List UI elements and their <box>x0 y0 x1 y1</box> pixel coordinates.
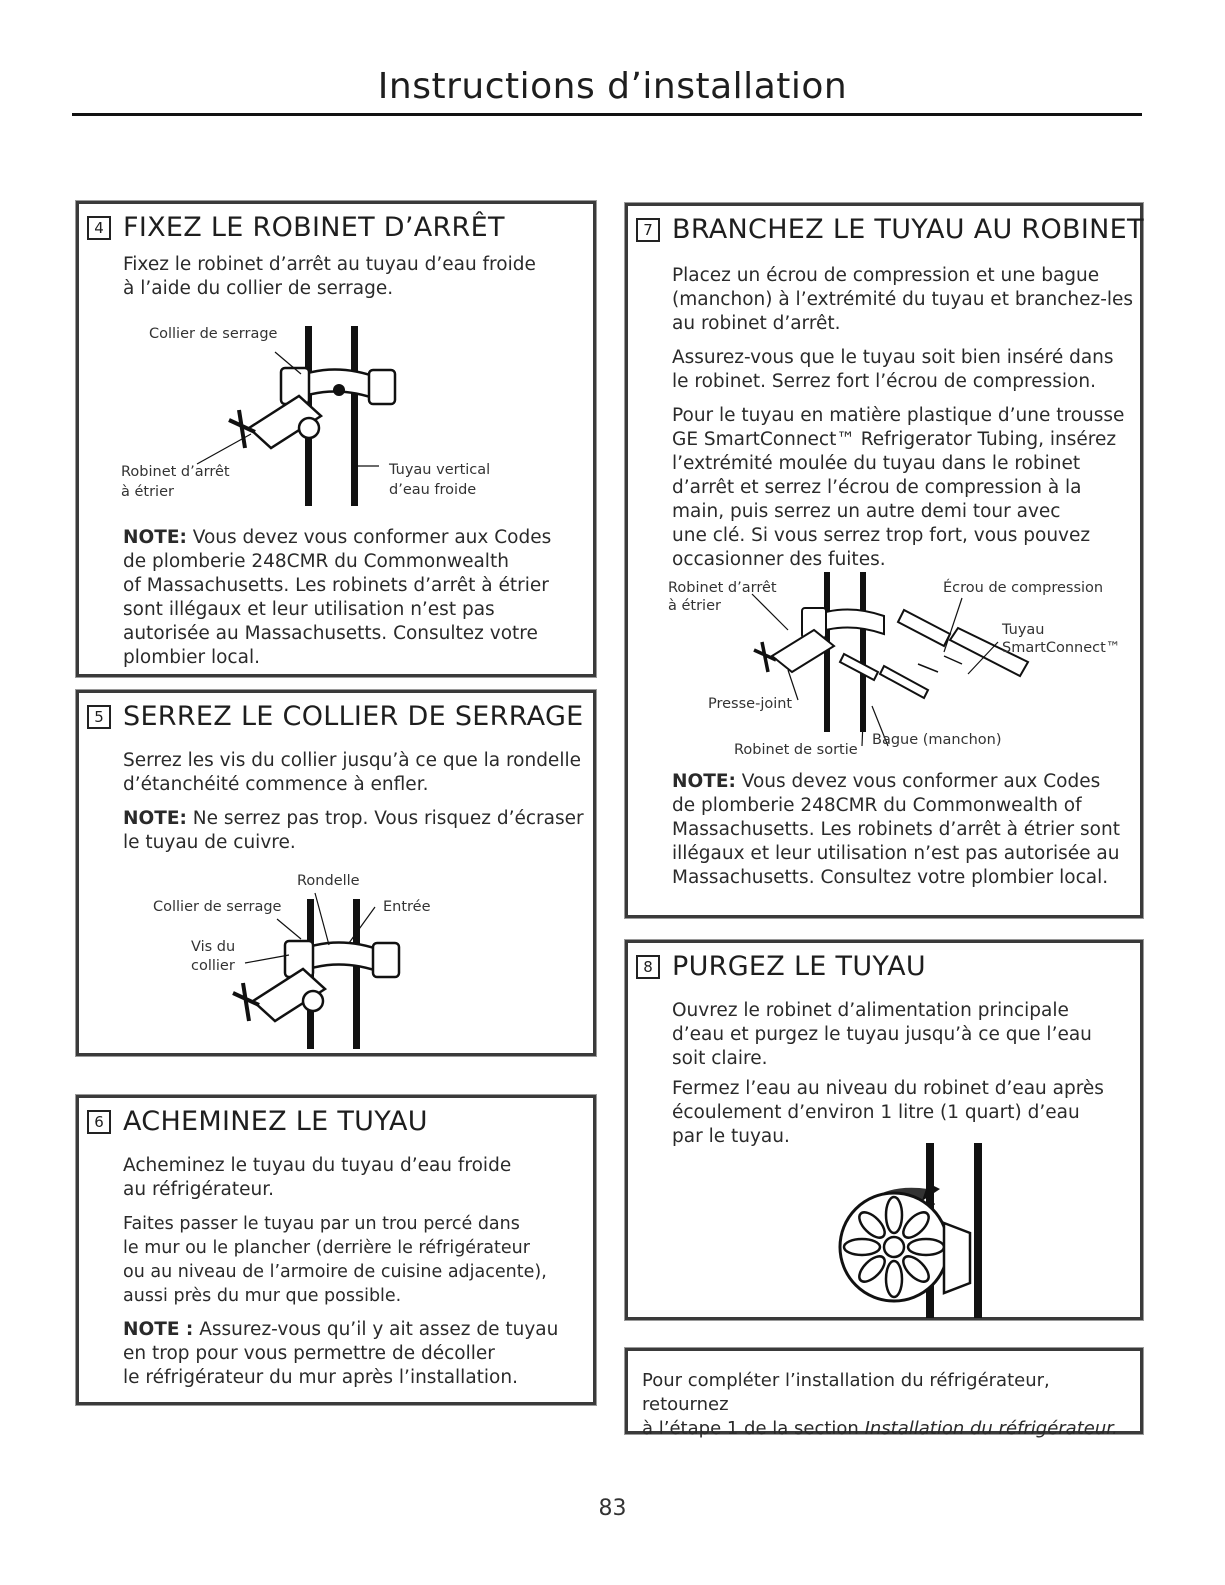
step-6-title: ACHEMINEZ LE TUYAU <box>123 1106 428 1137</box>
step-7-box <box>625 203 1143 918</box>
step-7-note: NOTE: Vous devez vous conformer aux Codes de plomberie 248CMR du Commonwealth of Massachusetts. Les robinets d’arrêt à étrier sont illégaux et leur utilisation n’est pas autorisée au Massachusetts. Consultez votre plombier local. <box>672 771 1120 888</box>
step-8-header <box>636 951 926 982</box>
label-robinet-1: Robinet d’arrêt <box>668 580 777 596</box>
step-7-paragraph-3: Pour le tuyau en matière plastique d’une trousse GE SmartConnect™ Refrigerator Tubing, insérez l’extrémité moulée du tuyau dans le robinet d’arrêt et serrez l’écrou de compression à la main, puis serrez un autre demi tour avec une clé. Si vous serrez trop fort, vous pouvez occasionner des fuites. <box>672 405 1125 570</box>
step-8-title: PURGEZ LE TUYAU <box>672 951 926 982</box>
title-rule <box>72 113 1142 116</box>
label-presse: Presse-joint <box>708 696 793 712</box>
label-robinet-1: Robinet d’arrêt <box>121 464 230 480</box>
step-6-paragraph-2: Faites passer le tuyau par un trou percé dans le mur ou le plancher (derrière le réfrigérateur ou au niveau de l’armoire de cuisine adjacente), aussi près du mur que possible. <box>123 1214 547 1306</box>
page-title: Instructions d’installation <box>377 66 848 107</box>
step-7-paragraph-1: Placez un écrou de compression et une bague (manchon) à l’extrémité du tuyau et branchez-les au robinet d’arrêt. <box>672 265 1134 334</box>
label-robinet-2: à étrier <box>668 598 721 614</box>
step-4-box <box>76 201 596 677</box>
step-6-box <box>76 1095 596 1405</box>
step-5-title: SERREZ LE COLLIER DE SERRAGE <box>123 701 584 732</box>
step-5-box <box>76 690 596 1056</box>
step-5-note: NOTE: Ne serrez pas trop. Vous risquez d’écraser le tuyau de cuivre. <box>123 808 584 853</box>
step-4-text: Fixez le robinet d’arrêt au tuyau d’eau froide à l’aide du collier de serrage. <box>123 254 536 299</box>
label-robinet-2: à étrier <box>121 484 174 500</box>
step-4-number: 4 <box>87 216 111 240</box>
water-valve-handle-illustration <box>824 1143 1004 1318</box>
label-tuyau-2: d’eau froide <box>389 482 477 498</box>
section-reference: Installation du réfrigérateur. <box>864 1418 1118 1439</box>
label-sortie: Robinet de sortie <box>734 742 858 758</box>
label-collier: Collier de serrage <box>153 899 282 915</box>
label-ecrou: Écrou de compression <box>943 580 1104 596</box>
label-bague: Bague (manchon) <box>872 732 1002 748</box>
return-instructions-box <box>625 1348 1143 1439</box>
label-rondelle: Rondelle <box>297 873 360 889</box>
step-6-note: NOTE : Assurez-vous qu’il y ait assez de tuyau en trop pour vous permettre de décoller le réfrigérateur du mur après l’installation. <box>123 1319 559 1388</box>
step-4-note: NOTE: Vous devez vous conformer aux Codes de plomberie 248CMR du Commonwealth of Massachusetts. Les robinets d’arrêt à étrier sont illégaux et leur utilisation n’est pas autorisée au Massachusetts. Consultez votre plombier local. <box>123 527 552 668</box>
step-4-title: FIXEZ LE ROBINET D’ARRÊT <box>123 212 505 243</box>
step-6-number: 6 <box>87 1110 111 1134</box>
label-collier: Collier de serrage <box>149 326 278 342</box>
step-6-header <box>87 1106 428 1137</box>
label-vis-1: Vis du <box>191 939 236 955</box>
return-instructions-text: Pour compléter l’installation du réfrigérateur, retournez à l’étape 1 de la section Installation du réfrigérateur. <box>642 1370 1118 1439</box>
step-7-paragraph-2: Assurez-vous que le tuyau soit bien inséré dans le robinet. Serrez fort l’écrou de compression. <box>672 347 1114 392</box>
step-8-paragraph-1: Ouvrez le robinet d’alimentation principale d’eau et purgez le tuyau jusqu’à ce que l’eau soit claire. <box>672 1000 1092 1069</box>
step-8-box <box>625 940 1143 1320</box>
label-tuyau-1: Tuyau vertical <box>389 462 491 478</box>
page-number: 83 <box>598 1496 627 1521</box>
step-5-text: Serrez les vis du collier jusqu’à ce que la rondelle d’étanchéité commence à enfler. <box>123 750 581 795</box>
step-8-paragraph-2: Fermez l’eau au niveau du robinet d’eau après écoulement d’environ 1 litre (1 quart) d’eau par le tuyau. <box>672 1078 1104 1147</box>
step-7-number: 7 <box>636 218 660 242</box>
label-tuyau-2: SmartConnect™ <box>1002 640 1121 656</box>
step-6-text: Acheminez le tuyau du tuyau d’eau froide au réfrigérateur. <box>123 1155 512 1200</box>
step-5-number: 5 <box>87 705 111 729</box>
step-7-title: BRANCHEZ LE TUYAU AU ROBINET <box>672 214 1144 245</box>
step-8-number: 8 <box>636 955 660 979</box>
label-entree: Entrée <box>383 899 431 915</box>
label-tuyau-1: Tuyau <box>1002 622 1045 638</box>
label-vis-2: collier <box>191 958 235 974</box>
